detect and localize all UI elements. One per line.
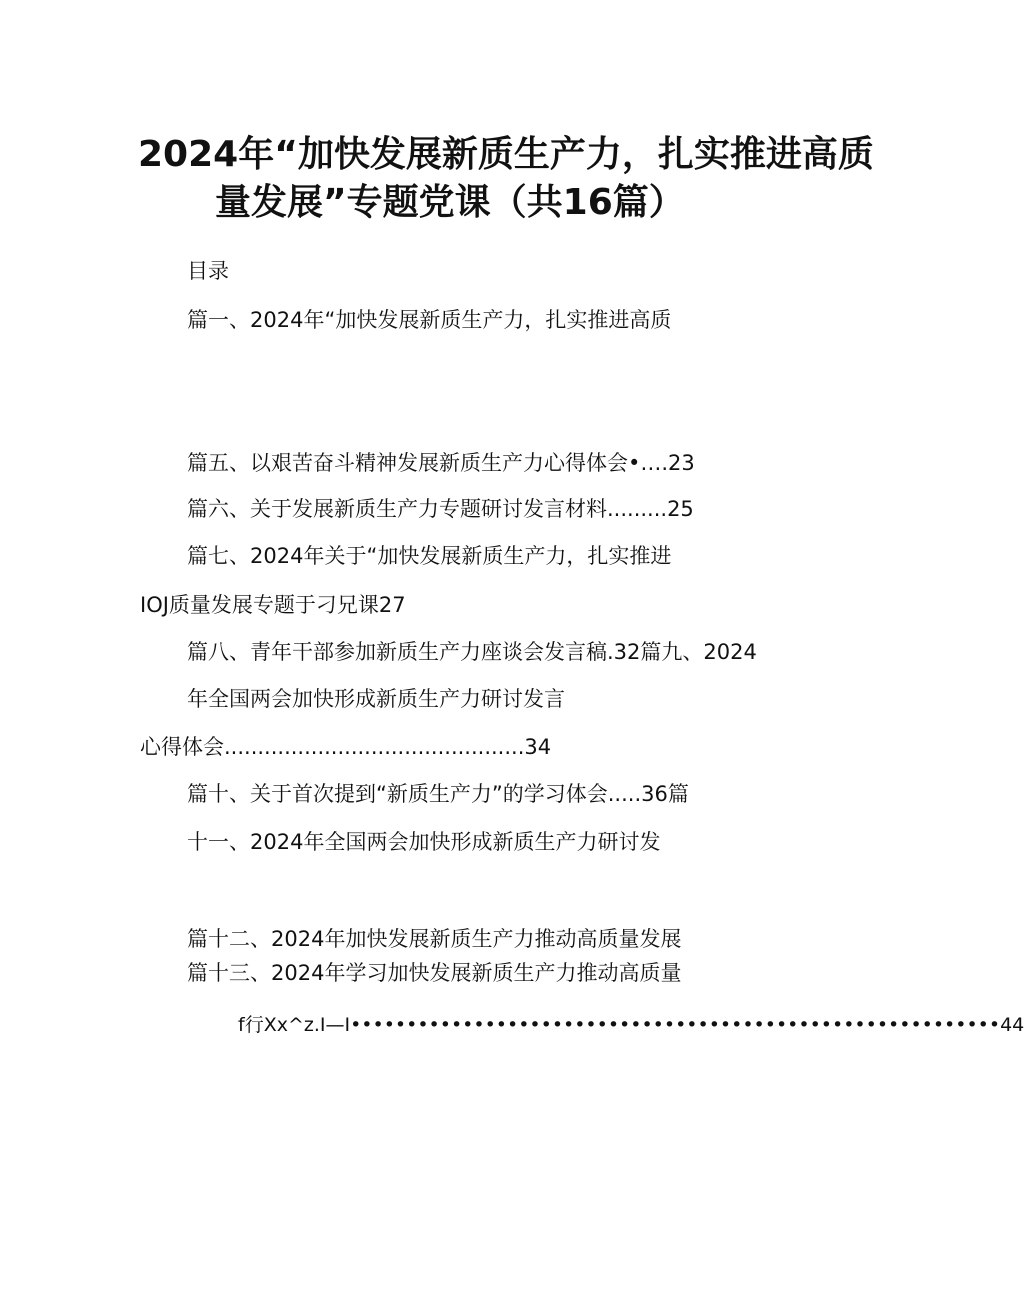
- document-title-line-2: 量发展”专题党课（共16篇）: [215, 182, 685, 223]
- toc-entry-7: 篇七、2024年关于“加快发展新质生产力，扎实推进: [187, 544, 672, 568]
- toc-entry-6: 篇六、关于发展新质生产力专题研讨发言材料.........25: [187, 497, 694, 521]
- toc-heading: 目录: [187, 259, 229, 283]
- toc-entry-10: 篇十、关于首次提到“新质生产力”的学习体会.....36篇: [187, 782, 689, 806]
- toc-entry-13-page: f行Xx^z.I—I••••••••••••••••••••••••••••••••••••••••••••••••••••••••••44: [238, 1014, 1024, 1036]
- toc-entry-8-9: 篇八、青年干部参加新质生产力座谈会发言稿.32篇九、2024: [187, 640, 757, 664]
- toc-entry-13: 篇十三、2024年学习加快发展新质生产力推动高质量: [187, 961, 682, 985]
- toc-entry-7-continued: IOJ质量发展专题于刁兄课27: [140, 593, 406, 617]
- toc-entry-1: 篇一、2024年“加快发展新质生产力，扎实推进高质: [187, 308, 672, 332]
- toc-entry-12: 篇十二、2024年加快发展新质生产力推动高质量发展: [187, 927, 682, 951]
- document-title-line-1: 2024年“加快发展新质生产力，扎实推进高质: [138, 134, 874, 175]
- toc-entry-9-page: 心得体会.............................................34: [140, 735, 552, 759]
- toc-entry-5: 篇五、以艰苦奋斗精神发展新质生产力心得体会•….23: [187, 451, 695, 475]
- toc-entry-9-continued: 年全国两会加快形成新质生产力研讨发言: [187, 687, 565, 711]
- toc-entry-11: 十一、2024年全国两会加快形成新质生产力研讨发: [187, 830, 661, 854]
